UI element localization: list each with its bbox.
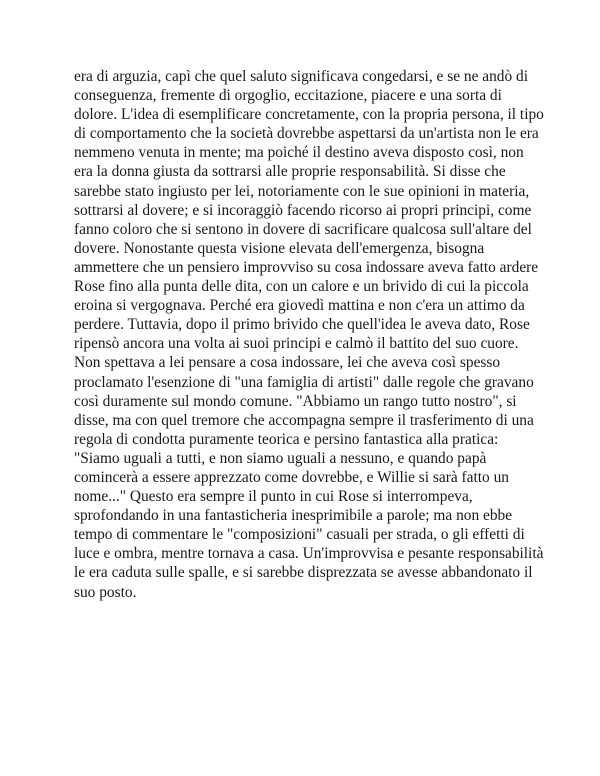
text-line: regola di condotta puramente teorica e persino fantastica alla pratica: [74, 430, 499, 448]
text-line: suo posto. [74, 583, 137, 601]
text-line: perdere. Tuttavia, dopo il primo brivido che quell'idea le aveva dato, Rose [74, 316, 530, 334]
text-line: le era caduta sulle spalle, e si sarebbe disprezzata se avesse abbandonato il [74, 564, 533, 582]
text-line: luce e ombra, mentre tornava a casa. Un'improvvisa e pesante responsabilità [74, 545, 544, 563]
text-line: sprofondando in una fantasticheria inesprimibile a parole; ma non ebbe [74, 507, 513, 525]
text-line: Non spettava a lei pensare a cosa indossare, lei che aveva così spesso [74, 354, 501, 372]
text-line: disse, ma con quel tremore che accompagna sempre il trasferimento di una [74, 411, 534, 429]
text-line: "Siamo uguali a tutti, e non siamo uguali a nessuno, e quando papà [74, 449, 487, 467]
text-line: conseguenza, fremente di orgoglio, eccitazione, piacere e una sorta di [74, 87, 502, 105]
text-line: era la donna giusta da sottrarsi alle proprie responsabilità. Si disse che [74, 163, 506, 181]
text-line: dovere. Nonostante questa visione elevata dell'emergenza, bisogna [74, 239, 485, 257]
text-line: comincerà a essere apprezzato come dovrebbe, e Willie si sarà fatto un [74, 468, 509, 486]
text-line: sarebbe stato ingiusto per lei, notoriamente con le sue opinioni in materia, [74, 182, 530, 200]
text-line: nome..." Questo era sempre il punto in cui Rose si interrompeva, [74, 488, 473, 506]
body-paragraph [74, 67, 554, 602]
text-line: Rose fino alla punta delle dita, con un calore e un brivido di cui la piccola [74, 278, 529, 296]
text-line: era di arguzia, capì che quel saluto significava congedarsi, e se ne andò di [74, 68, 528, 85]
text-line: eroina si vergognava. Perché era giovedì mattina e non c'era un attimo da [74, 297, 525, 315]
text-line: così duramente sul mondo comune. "Abbiamo un rango tutto nostro", si [74, 392, 517, 410]
text-line: proclamato l'esenzione di "una famiglia di artisti" dalle regole che gravano [74, 373, 534, 391]
text-line: tempo di commentare le "composizioni" casuali per strada, o gli effetti di [74, 526, 525, 544]
text-line: ammettere che un pensiero improvviso su cosa indossare aveva fatto ardere [74, 258, 539, 276]
text-line: ripensò ancora una volta ai suoi principi e calmò il battito del suo cuore. [74, 335, 519, 353]
text-line: nemmeno venuta in mente; ma poiché il destino aveva disposto così, non [74, 144, 524, 162]
text-line: di comportamento che la società dovrebbe aspettarsi da un'artista non le era [74, 125, 539, 143]
text-line: sottrarsi al dovere; e si incoraggiò facendo ricorso ai propri principi, come [74, 201, 532, 219]
text-line: fanno coloro che si sentono in dovere di sacrificare qualcosa sull'altare del [74, 220, 532, 238]
text-line: dolore. L'idea di esemplificare concretamente, con la propria persona, il tipo [74, 106, 544, 124]
